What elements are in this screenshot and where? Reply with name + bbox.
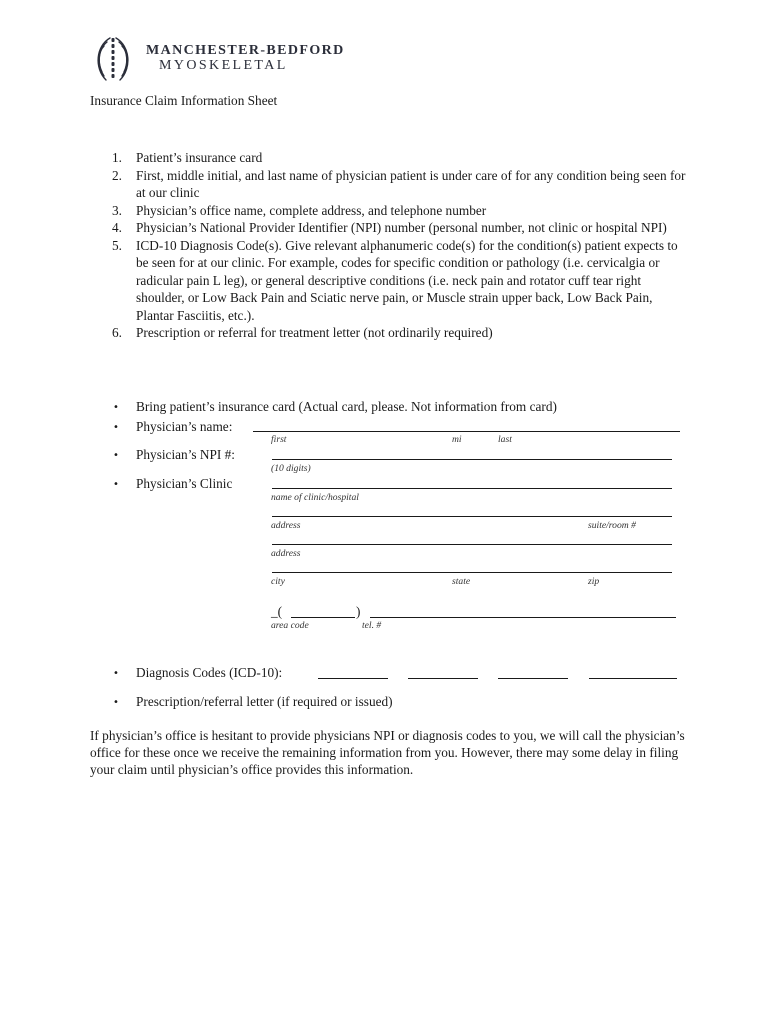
npi-field[interactable] — [272, 459, 672, 460]
list-number: 2. — [112, 167, 122, 183]
logo-wordmark — [146, 43, 345, 73]
caption-address-1: address — [271, 520, 301, 531]
address-field-1[interactable] — [272, 516, 672, 517]
list-item — [90, 324, 690, 342]
telephone-field[interactable] — [370, 617, 676, 618]
list-item-text: Physician’s National Provider Identifier (NPI) number (personal number, not clinic or hospital NPI) — [136, 220, 667, 235]
physician-name-field[interactable] — [253, 431, 680, 432]
list-item-text: Physician’s office name, complete address, and telephone number — [136, 202, 487, 218]
list-number: 6. — [112, 325, 122, 340]
list-item — [90, 219, 690, 237]
caption-area-code: area code — [271, 620, 309, 631]
caption-first: first — [271, 434, 287, 445]
logo-line1: MANCHESTER-BEDFORD — [146, 43, 345, 58]
numbered-list — [90, 149, 690, 342]
caption-address-2: address — [271, 548, 301, 559]
clinic-logo — [88, 34, 345, 82]
phone-close-paren: ) — [356, 604, 361, 619]
caption-zip: zip — [588, 576, 600, 587]
physician-name-label: • Physician’s name: — [136, 419, 232, 435]
list-number: 4. — [112, 220, 122, 235]
list-item-text: ICD-10 Diagnosis Code(s). Give relevant alphanumeric code(s) for the condition(s) patient expects to be seen for at our clinic. For example, codes for specific condition or pathology (i.e. cervicalgia or radicular pain L leg), or general descriptive conditions (i.e. neck pain and rotator cuff tear right shoulder, or Low Back Pain and Sciatic nerve pain, or Muscle strain upper back, Low Back Pain, Plantar Fasciitis, etc.). — [136, 237, 678, 323]
bring-card-bullet: • Bring patient’s insurance card (Actual card, please. Not information from card) — [136, 399, 557, 415]
area-code-field[interactable] — [291, 617, 355, 618]
closing-paragraph: If physician’s office is hesitant to provide physicians NPI or diagnosis codes to you, we will call the physician’s office for these once we receive the remaining information from you. However, there may some delay in filing your claim until physician’s office provides this information. — [90, 728, 685, 777]
address-field-2[interactable] — [272, 544, 672, 545]
caption-last: last — [498, 434, 512, 445]
list-item — [90, 149, 690, 167]
list-item — [90, 167, 690, 202]
list-item — [90, 202, 690, 220]
diagnosis-code-field-2[interactable] — [408, 678, 478, 679]
caption-suite: suite/room # — [588, 520, 636, 531]
caption-clinic-name: name of clinic/hospital — [271, 492, 359, 503]
diagnosis-codes-label: • Diagnosis Codes (ICD-10): — [136, 665, 282, 681]
list-item-text: First, middle initial, and last name of physician patient is under care of for any condition being seen for at our clinic — [136, 167, 686, 200]
diagnosis-code-field-3[interactable] — [498, 678, 568, 679]
spine-logo-icon — [88, 34, 138, 82]
page-title: Insurance Claim Information Sheet — [90, 93, 278, 108]
list-number: 5. — [112, 237, 122, 253]
list-number: 3. — [112, 202, 122, 218]
phone-open-paren: _( — [271, 604, 283, 619]
list-item-text: Prescription or referral for treatment letter (not ordinarily required) — [136, 325, 493, 340]
caption-state: state — [452, 576, 471, 587]
city-state-zip-field[interactable] — [272, 572, 672, 573]
list-item-text: Patient’s insurance card — [136, 150, 263, 165]
logo-line2: MYOSKELETAL — [159, 58, 288, 73]
caption-tel: tel. # — [362, 620, 382, 631]
diagnosis-code-field-1[interactable] — [318, 678, 388, 679]
list-item — [90, 237, 690, 325]
list-number: 1. — [112, 150, 122, 165]
caption-npi-digits: (10 digits) — [271, 463, 311, 474]
prescription-bullet: • Prescription/referral letter (if required or issued) — [136, 694, 393, 710]
npi-label: • Physician’s NPI #: — [136, 447, 235, 463]
clinic-label: • Physician’s Clinic — [136, 476, 232, 492]
caption-city: city — [271, 576, 285, 587]
clinic-name-field[interactable] — [272, 488, 672, 489]
caption-mi: mi — [452, 434, 462, 445]
diagnosis-code-field-4[interactable] — [589, 678, 677, 679]
